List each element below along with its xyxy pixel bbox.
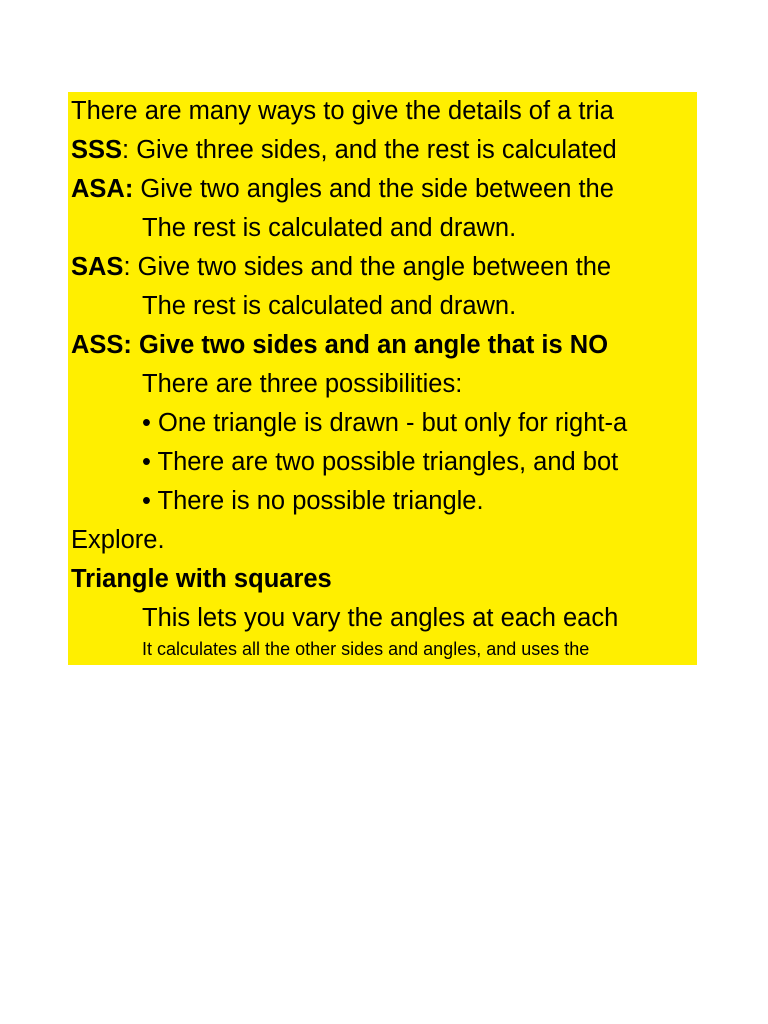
- ass-line: [71, 330, 608, 360]
- bullet-two-triangles: [142, 447, 618, 477]
- yellow-text-block: [68, 92, 697, 665]
- sas-text: : Give two sides and the angle between the: [123, 253, 612, 281]
- calculates-text: It calculates all the other sides and angles, and uses the: [142, 639, 590, 659]
- vary-angles-line: [142, 603, 618, 633]
- possibilities-line: [142, 369, 462, 399]
- asa-label: ASA:: [71, 175, 134, 203]
- sss-line: [71, 135, 617, 165]
- bullet-one-text: • One triangle is drawn - but only for right-a: [142, 409, 628, 437]
- explore-text: Explore.: [71, 526, 165, 554]
- asa-detail-text: The rest is calculated and drawn.: [142, 214, 517, 242]
- bullet-two-text: • There are two possible triangles, and bot: [142, 448, 619, 476]
- asa-text: Give two angles and the side between the: [133, 175, 614, 203]
- sss-label: SSS: [71, 136, 123, 164]
- squares-heading: [71, 564, 332, 594]
- bullet-one-triangle: [142, 408, 627, 438]
- calculates-line: [142, 638, 589, 660]
- vary-angles-text: This lets you vary the angles at each each: [142, 604, 619, 632]
- possibilities-text: There are three possibilities:: [142, 370, 463, 398]
- sas-label: SAS: [71, 253, 124, 281]
- intro-text: There are many ways to give the details of a tria: [71, 97, 614, 125]
- sas-detail-line: [142, 291, 516, 321]
- bullet-no-triangle: [142, 486, 484, 516]
- ass-label: ASS: Give two sides and an angle that is NO: [71, 331, 609, 359]
- sas-detail-text: The rest is calculated and drawn.: [142, 292, 517, 320]
- sas-line: [71, 252, 611, 282]
- asa-line: [71, 174, 614, 204]
- bullet-none-text: • There is no possible triangle.: [142, 487, 484, 515]
- squares-heading-text: Triangle with squares: [71, 565, 332, 593]
- asa-detail-line: [142, 213, 516, 243]
- intro-line: [71, 96, 614, 126]
- sss-text: : Give three sides, and the rest is calculated: [122, 136, 617, 164]
- explore-line: [71, 525, 165, 555]
